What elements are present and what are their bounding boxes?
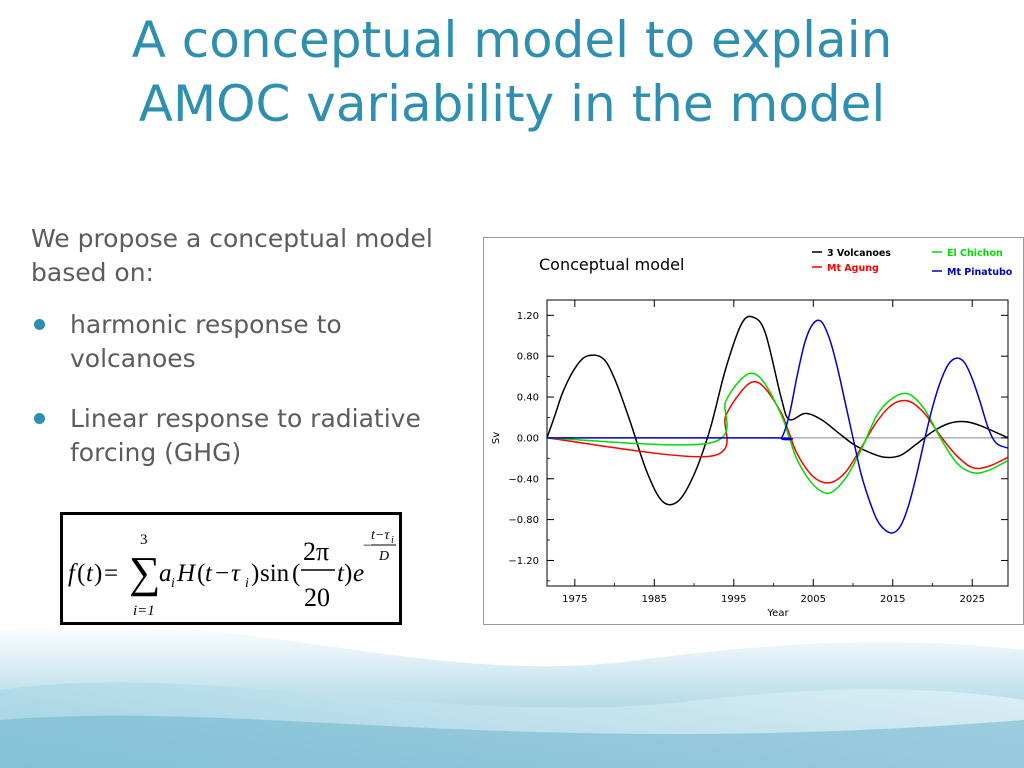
x-tick-label: 1985 — [641, 594, 668, 605]
paren-open-2: ( — [197, 560, 206, 587]
bullet-text: Linear response to radiative forcing (GHG) — [70, 404, 421, 467]
sum-symbol: ∑ — [129, 548, 161, 597]
axis-ticks — [508, 300, 1008, 605]
chart-legend — [812, 248, 1013, 278]
formula-sin: sin — [260, 560, 290, 587]
bullet-list — [31, 308, 461, 470]
paren-close-3: ) — [344, 560, 353, 587]
line-chart — [484, 238, 1024, 626]
paren-close-2: ) — [251, 560, 260, 587]
formula — [63, 515, 399, 622]
formula-sub-i-2: i — [245, 576, 249, 591]
paren-close: ) — [94, 560, 103, 587]
y-tick-label: 0.40 — [516, 392, 539, 404]
formula-equals: = — [104, 560, 119, 587]
chart-series — [547, 316, 1008, 533]
slide-title — [0, 8, 1024, 136]
bullet-item — [31, 308, 461, 376]
y-axis-label: Sv — [491, 431, 502, 445]
formula-f: f — [68, 560, 75, 587]
bullet-item — [31, 402, 461, 470]
title-line-1: A conceptual model to explain — [131, 11, 893, 69]
sum-upper-limit: 3 — [140, 532, 148, 548]
fraction-denominator: 20 — [304, 583, 330, 612]
formula-a: a — [159, 560, 172, 587]
formula-tau: τ — [231, 560, 240, 587]
x-tick-label: 1995 — [721, 594, 747, 605]
y-tick-label: 0.00 — [516, 433, 539, 445]
legend-label: El Chichon — [947, 248, 1003, 259]
formula-t-2: t — [205, 560, 212, 587]
fraction-numerator: 2π — [303, 537, 330, 566]
x-tick-label: 2025 — [959, 594, 985, 605]
sum-lower-limit: i=1 — [133, 603, 155, 619]
x-axis-label: Year — [767, 608, 789, 619]
formula-t-3: t — [337, 560, 344, 587]
y-tick-label: 0.80 — [516, 351, 539, 363]
title-line-2: AMOC variability in the model — [138, 75, 886, 133]
legend-label: Mt Agung — [827, 263, 879, 274]
exponent-numerator: t−τ — [371, 528, 390, 543]
formula-H: H — [177, 560, 196, 587]
y-tick-label: −0.80 — [508, 515, 539, 527]
y-tick-label: −0.40 — [508, 474, 539, 486]
intro-text: We propose a conceptual model based on: — [31, 224, 433, 287]
formula-box — [60, 512, 402, 625]
paren-open: ( — [77, 560, 86, 587]
series-line-mt-pinatubo — [547, 320, 1008, 533]
series-line-mt-agung — [547, 382, 1008, 483]
circle-bullet-icon — [34, 319, 45, 330]
series-line-3-volcanoes — [547, 316, 1008, 504]
formula-sub-i: i — [171, 576, 175, 591]
chart-panel — [483, 237, 1024, 625]
x-tick-label: 2015 — [880, 594, 906, 605]
bullet-text: harmonic response to volcanoes — [70, 310, 342, 373]
formula-e: e — [353, 560, 365, 587]
exponent-minus: − — [363, 538, 372, 554]
legend-label: Mt Pinatubo — [947, 267, 1013, 278]
y-tick-label: 1.20 — [516, 310, 539, 322]
legend-label: 3 Volcanoes — [827, 248, 891, 259]
x-tick-label: 2005 — [800, 594, 826, 605]
y-tick-label: −1.20 — [508, 555, 539, 567]
x-tick-label: 1975 — [562, 594, 588, 605]
slide-body — [31, 222, 461, 496]
exponent-sub-i: i — [391, 535, 394, 546]
paren-open-3: ( — [292, 560, 301, 587]
circle-bullet-icon — [34, 413, 45, 424]
formula-minus: − — [215, 560, 230, 587]
chart-title: Conceptual model — [539, 255, 685, 274]
formula-t: t — [86, 560, 93, 587]
exponent-denominator: D — [379, 549, 390, 564]
